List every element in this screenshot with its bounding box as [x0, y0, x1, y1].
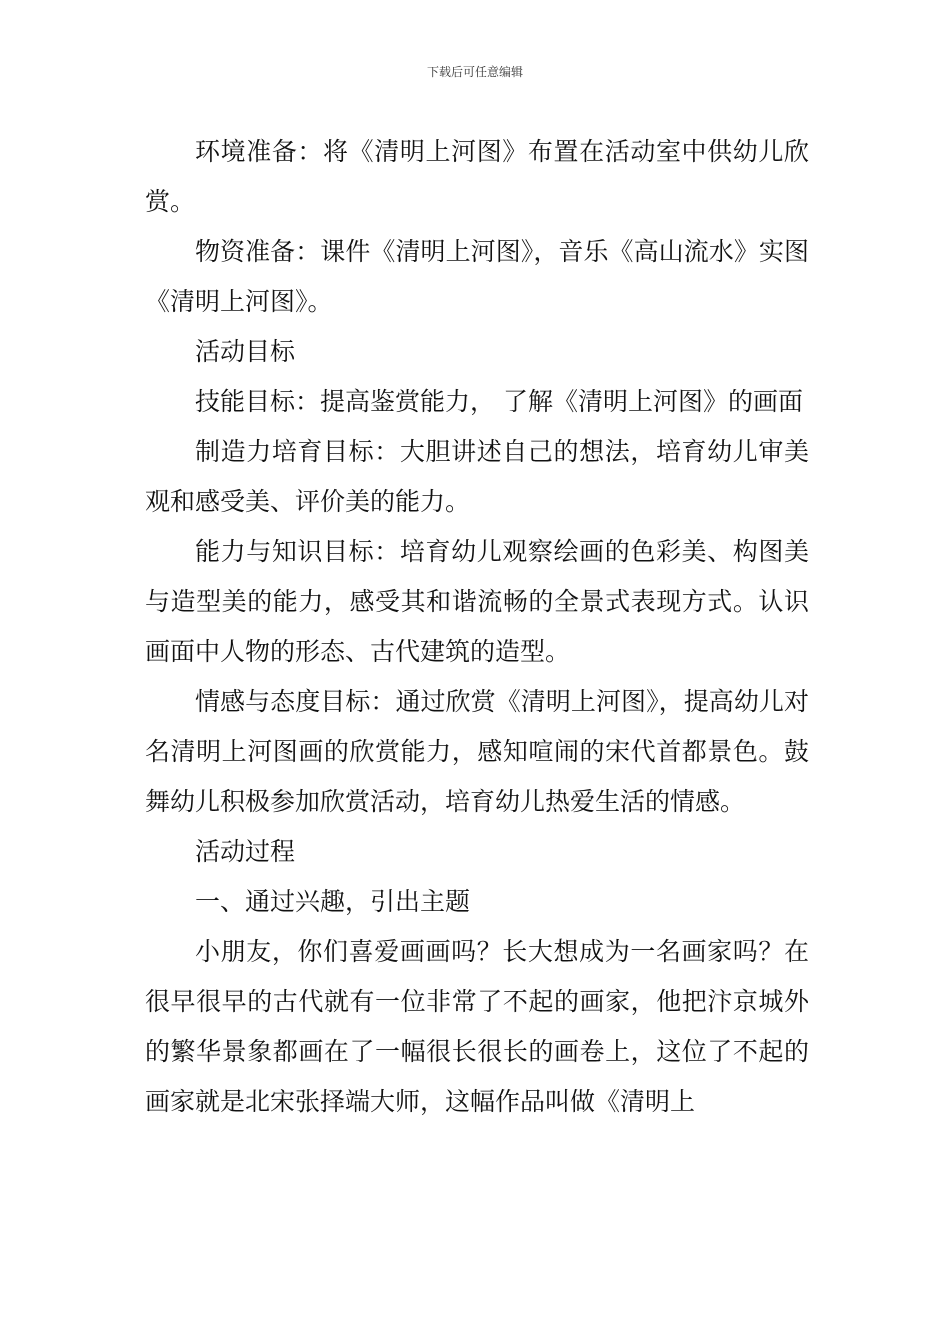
paragraph-introduction: 小朋友，你们喜爱画画吗？长大想成为一名画家吗？在很早很早的古代就有一位非常了不起的画家，他把汴京城外的繁华景象都画在了一幅很长很长的画卷上，这位了不起的画家就是北宋张择端大师，这幅作品叫做《清明上: [145, 937, 809, 1116]
document-body: [145, 127, 809, 1127]
paragraph-creativity-goal: 制造力培育目标：大胆讲述自己的想法，培育幼儿审美观和感受美、评价美的能力。: [145, 437, 809, 516]
heading-step-one: 一、通过兴趣，引出主题: [195, 887, 471, 916]
paragraph-environment-preparation: 环境准备：将《清明上河图》布置在活动室中供幼儿欣赏。: [145, 137, 809, 216]
paragraph-skill-goal: 技能目标：提高鉴赏能力， 了解《清明上河图》的画面: [195, 387, 803, 416]
paragraph-ability-knowledge-goal: 能力与知识目标：培育幼儿观察绘画的色彩美、构图美与造型美的能力，感受其和谐流畅的全景式表现方式。认识画面中人物的形态、古代建筑的造型。: [145, 537, 809, 666]
paragraph-materials-preparation: 物资准备：课件《清明上河图》，音乐《高山流水》实图《清明上河图》。: [145, 237, 809, 316]
heading-activity-process: 活动过程: [195, 837, 296, 866]
page-header: 下载后可任意编辑: [426, 65, 523, 79]
paragraph-emotion-attitude-goal: 情感与态度目标：通过欣赏《清明上河图》，提高幼儿对名清明上河图画的欣赏能力，感知喧闹的宋代首都景色。鼓舞幼儿积极参加欣赏活动，培育幼儿热爱生活的情感。: [145, 687, 809, 816]
heading-activity-goals: 活动目标: [195, 337, 296, 366]
